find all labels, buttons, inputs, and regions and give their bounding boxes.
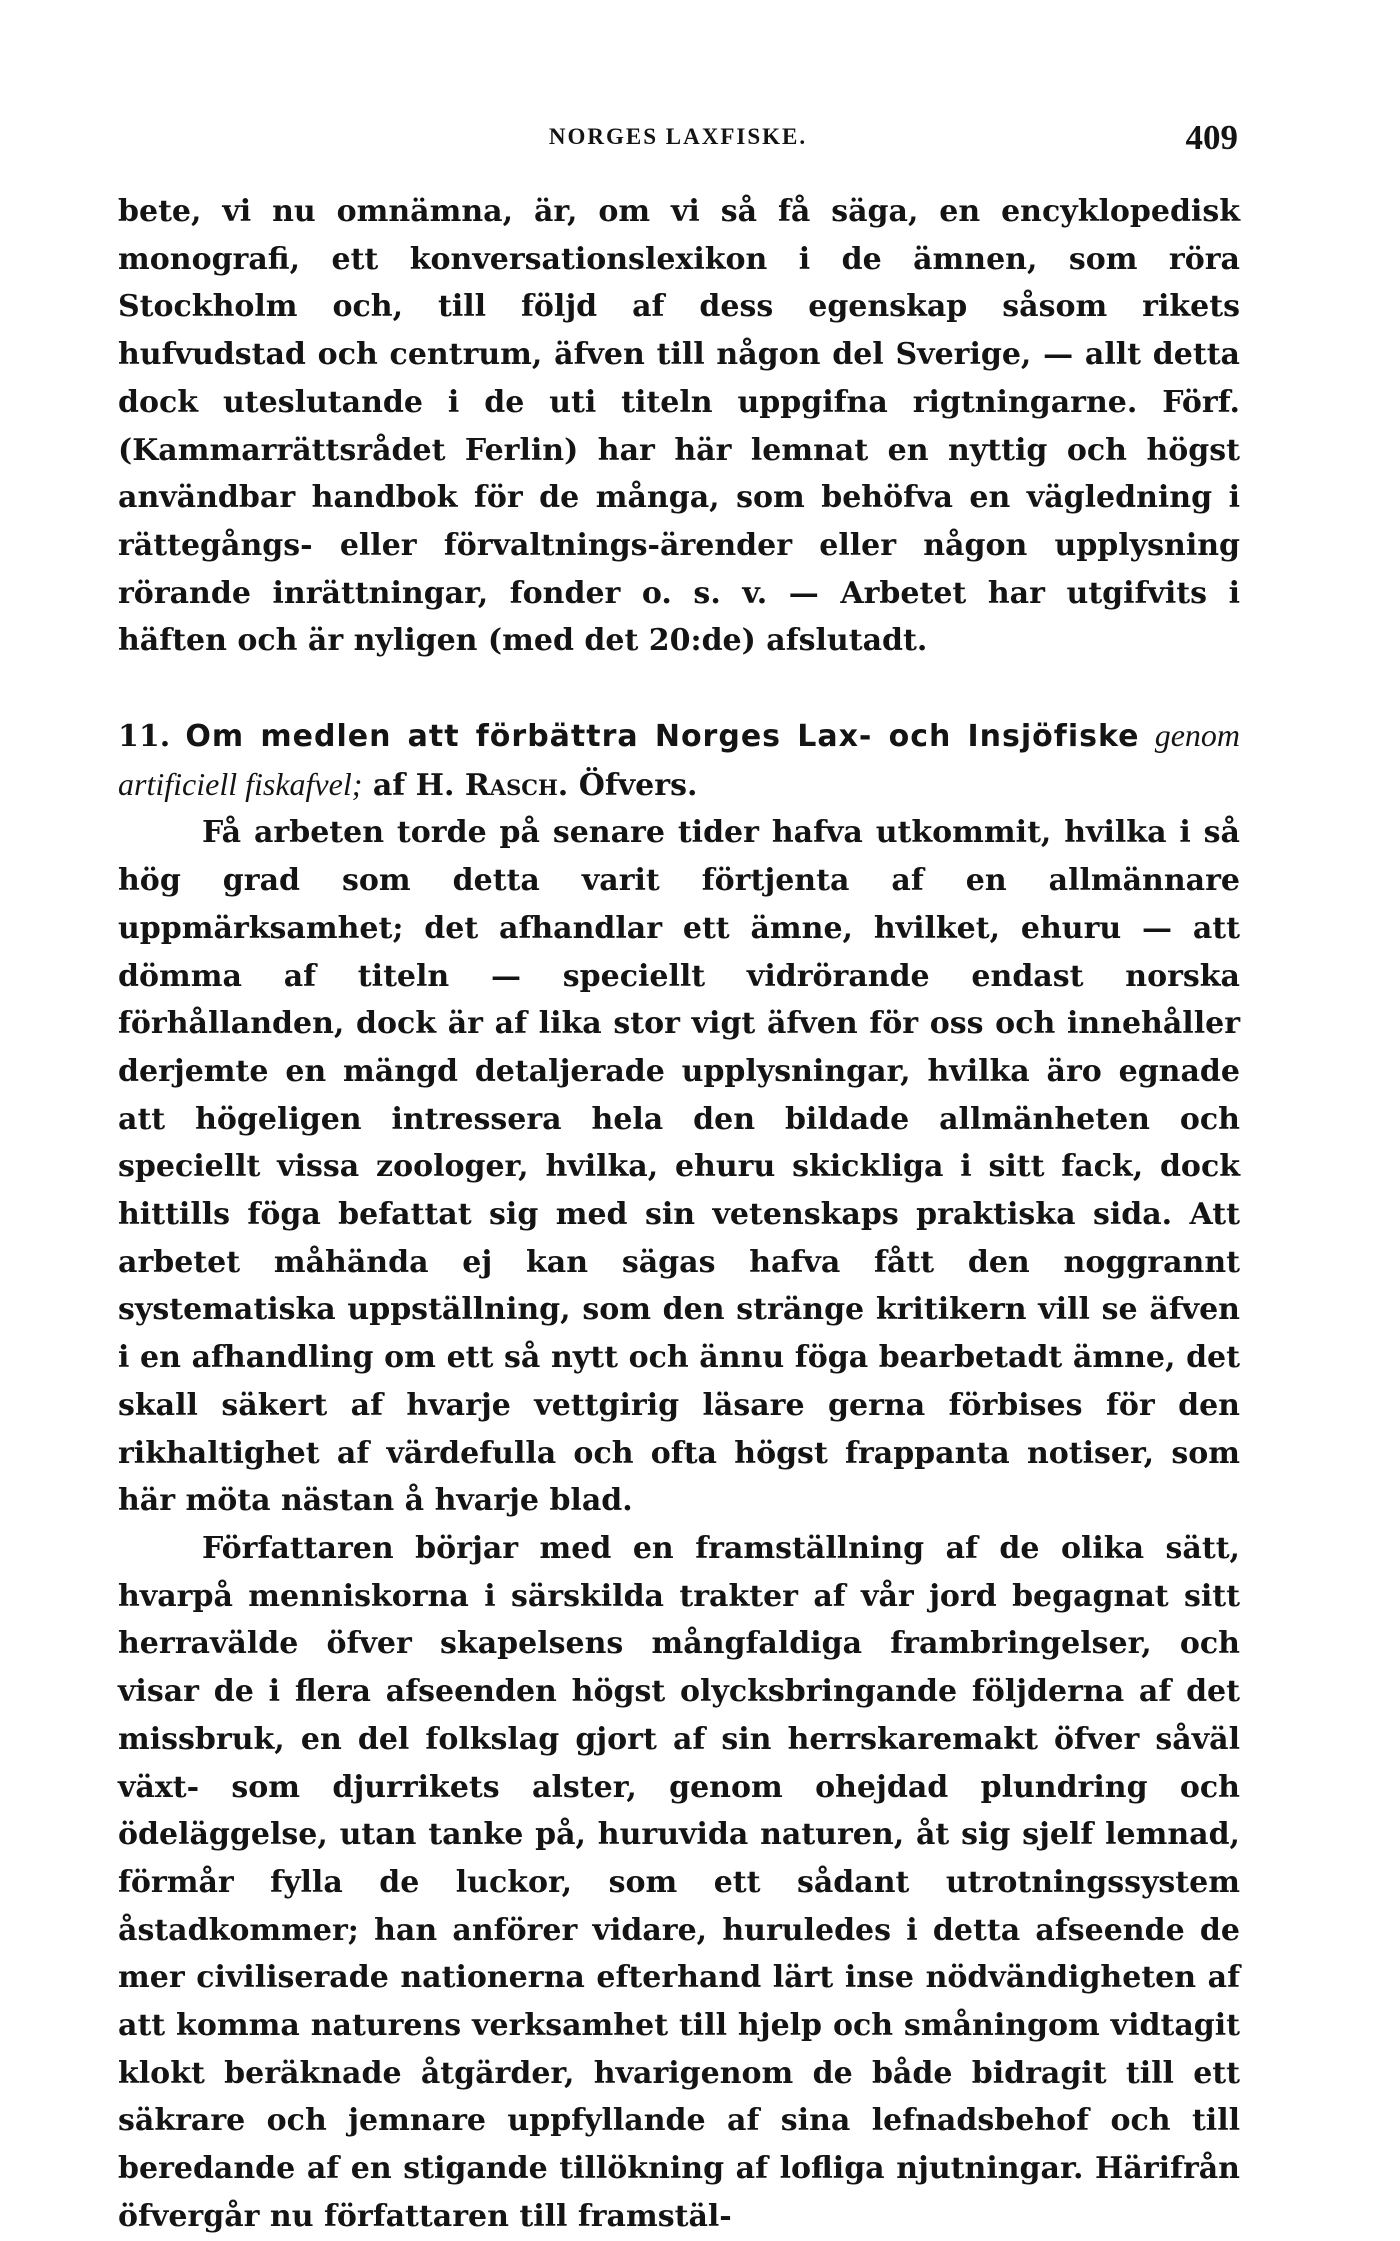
review-entry-heading (118, 712, 1240, 809)
running-head (118, 118, 1238, 158)
page-number: 409 (1185, 118, 1238, 157)
paragraph-review-body: Författaren börjar med en framställning af de olika sätt, hvarpå menniskorna i särskilda trakter af vår jord begagnat sitt herravälde öfver skapelsens mångfaldiga frambringelser, och visar de i flera afseenden högst olycksbringande följderna af det missbruk, en del folkslag gjort af sin herrskaremakt öfver såväl växt- som djurrikets alster, genom ohejdad plundring och ödeläggelse, utan tanke på, huruvida naturen, åt sig sjelf lemnad, förmår fylla de luckor, som ett sådant utrotningssystem åstadkommer; han anförer vidare, huruledes i detta afseende de mer civiliserade nationerna efterhand lärt inse nödvändigheten af att komma naturens verksamhet till hjelp och småningom vidtagit klokt beräknade åtgärder, hvarigenom de både bidragit till ett säkrare och jemnare uppfyllande af sina lefnadsbehof och till beredande af en stigande tillökning af lofliga njutningar. Härifrån öfvergår nu författaren till framstäl- (118, 1530, 1240, 2234)
paragraph-review-intro: Få arbeten torde på senare tider hafva utkommit, hvilka i så hög grad som detta varit förtjenta af en allmännare uppmärksamhet; det afhandlar ett ämne, hvilket, ehuru — att dömma af titeln — speciellt vidrörande endast norska förhållanden, dock är af lika stor vigt äfven för oss och innehåller derjemte en mängd detaljerade upplysningar, hvilka äro egnade att högeligen intressera hela den bildade allmänheten och speciellt vissa zoologer, hvilka, ehuru skickliga i sitt fack, dock hittills föga befattat sig med sin vetenskaps praktiska sida. Att arbetet måhända ej kan sägas hafva fått den noggrannt systematiska uppställning, som den stränge kritikern vill se äfven i en afhandling om ett så nytt och ännu föga bearbetadt ämne, det skall säkert af hvarje vettgirig läsare gerna förbises för den rikhaltighet af värdefulla och ofta högst frappanta notiser, som här möta nästan å hvarje blad. (118, 815, 1240, 1519)
body-text (118, 188, 1240, 2241)
entry-author-prefix: af H. (372, 767, 455, 803)
entry-number: 11. (118, 719, 171, 755)
running-head-title: NORGES LAXFISKE. (548, 124, 808, 149)
section-gap (118, 665, 1240, 712)
entry-author: Rasch. (464, 767, 569, 803)
entry-translation-note: Öfvers. (578, 767, 698, 803)
paragraph-continued: bete, vi nu omnämna, är, om vi så få säga, en encyklopedisk monografi, ett konversationslexikon i de ämnen, som röra Stockholm och, till följd af dess egenskap såsom rikets hufvudstad och centrum, äfven till någon del Sverige, — allt detta dock uteslutande i de uti titeln uppgifna rigtningarne. Förf. (Kammarrättsrådet Ferlin) har här lemnat en nyttig och högst användbar handbok för de många, som behöfva en vägledning i rättegångs- eller förvaltnings-ärender eller någon upplysning rörande inrättningar, fonder o. s. v. — Arbetet har utgifvits i häften och är nyligen (med det 20:de) afslutadt. (118, 194, 1240, 659)
entry-subtitle: genom artificiell fiskafvel; (118, 717, 1240, 802)
entry-title: Om medlen att förbättra Norges Lax- och Insjöfiske (185, 719, 1140, 755)
